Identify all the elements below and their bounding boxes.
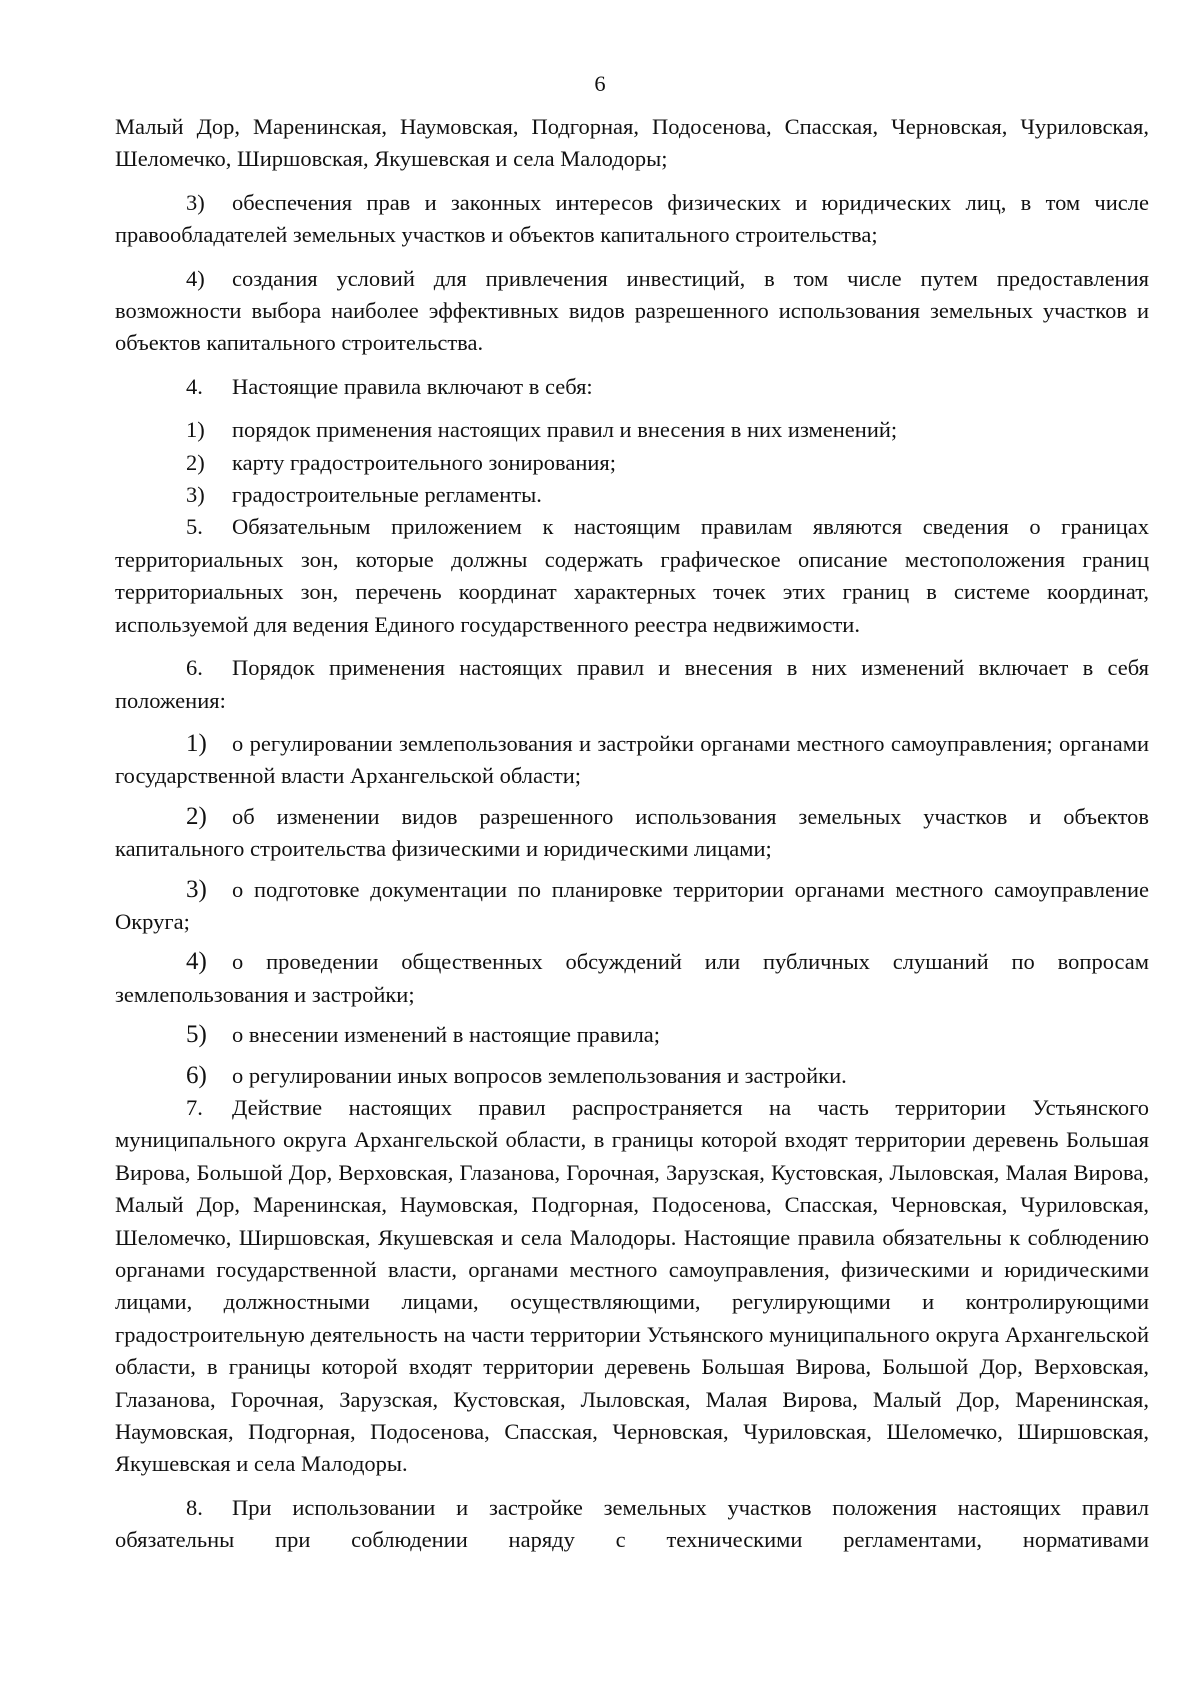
paragraph-section-8	[115, 1492, 1149, 1557]
paragraph-continuation: Малый Дор, Маренинская, Наумовская, Подгорная, Подосенова, Спасская, Черновская, Чуриловская, Шеломечко, Ширшовская, Якушевская и села Малодоры;	[115, 114, 1149, 172]
item-number: 2)	[186, 449, 205, 475]
item-number: 1)	[186, 417, 205, 443]
paragraph-position-5	[115, 1019, 1149, 1051]
item-number: 5.	[186, 514, 203, 540]
paragraph-text: обеспечения прав и законных интересов физических и юридических лиц, в том числе правообладателей земельных участков и объектов капитального строительства;	[115, 189, 1149, 248]
paragraph-position-4	[115, 946, 1149, 1011]
paragraph-section-7	[115, 1092, 1149, 1481]
paragraph-text: Обязательным приложением к настоящим правилам являются сведения о границах территориальных зон, которые должны содержать графическое описание местоположения границ территориальных зон, перечень координат характерных точек этих границ в системе координат, используемой для ведения Единого государственного реестра недвижимости.	[115, 514, 1149, 637]
paragraph-text: об изменении видов разрешенного использования земельных участков и объектов капитального строительства физическими и юридическими лицами;	[115, 803, 1149, 862]
paragraph-text: о подготовке документации по планировке территории органами местного самоуправление Округа;	[115, 876, 1149, 934]
document-body	[115, 111, 1149, 1557]
paragraph-list-item-2	[115, 447, 1149, 479]
item-number: 6.	[186, 655, 203, 681]
item-number: 8.	[186, 1494, 203, 1520]
paragraph-text: градостроительные регламенты.	[232, 482, 542, 508]
paragraph-section-4	[115, 371, 1149, 403]
item-number: 4.	[186, 373, 203, 399]
item-number: 3)	[186, 482, 205, 508]
paragraph-text: Настоящие правила включают в себя:	[232, 373, 593, 399]
paragraph-section-6	[115, 652, 1149, 717]
paragraph-text: порядок применения настоящих правил и внесения в них изменений;	[232, 417, 898, 443]
item-number: 1)	[186, 729, 207, 757]
paragraph-text: о регулировании иных вопросов землепользования и застройки.	[232, 1062, 847, 1088]
paragraph-text: карту градостроительного зонирования;	[232, 449, 617, 475]
item-number: 4)	[186, 265, 205, 291]
paragraph-position-6	[115, 1060, 1149, 1092]
paragraph-text: о внесении изменений в настоящие правила;	[232, 1022, 661, 1048]
paragraph-list-item-3	[115, 479, 1149, 511]
paragraph-position-1	[115, 728, 1149, 793]
item-number: 5)	[186, 1021, 207, 1049]
paragraph-text: При использовании и застройке земельных участков положения настоящих правил обязательны при соблюдении наряду с техническими регламентами, нормативами	[115, 1494, 1149, 1553]
paragraph-item-3	[115, 187, 1149, 252]
paragraph-text: о регулировании землепользования и застройки органами местного самоуправления; органами государственной власти Архангельской области;	[115, 730, 1149, 789]
paragraph-position-2	[115, 801, 1149, 866]
item-number: 6)	[186, 1061, 207, 1089]
paragraph-text: Порядок применения настоящих правил и внесения в них изменений включает в себя положения:	[115, 655, 1149, 713]
paragraph-section-5	[115, 511, 1149, 641]
item-number: 3)	[186, 875, 207, 903]
paragraph-item-4	[115, 263, 1149, 360]
paragraph-list-item-1	[115, 414, 1149, 446]
item-number: 2)	[186, 802, 207, 830]
page-number: 6	[594, 71, 606, 96]
item-number: 4)	[186, 948, 207, 976]
item-number: 3)	[186, 189, 205, 215]
paragraph-text: о проведении общественных обсуждений или публичных слушаний по вопросам землепользования и застройки;	[115, 949, 1149, 1007]
paragraph-position-3	[115, 874, 1149, 939]
paragraph-text: создания условий для привлечения инвестиций, в том числе путем предоставления возможности выбора наиболее эффективных видов разрешенного использования земельных участков и объектов капитального строительства.	[115, 265, 1149, 356]
item-number: 7.	[186, 1094, 203, 1120]
paragraph-text: Действие настоящих правил распространяется на часть территории Устьянского муниципального округа Архангельской области, в границы которой входят территории деревень Большая Вирова, Большой Дор, Верховская, Глазанова, Горочная, Зарузская, Кустовская, Лыловская, Малая Вирова, Малый Дор, Маренинская, Наумовская, Подгорная, Подосенова, Спасская, Черновская, Чуриловская, Шеломечко, Ширшовская, Якушевская и села Малодоры. Настоящие правила обязательны к соблюдению органами государственной власти, органами местного самоуправления, физическими и юридическими лицами, должностными лицами, осуществляющими, регулирующими и контролирующими градостроительную деятельность на части территории Устьянского муниципального округа Архангельской области, в границы которой входят территории деревень Большая Вирова, Большой Дор, Верховская, Глазанова, Горочная, Зарузская, Кустовская, Лыловская, Малая Вирова, Малый Дор, Маренинская, Наумовская, Подгорная, Подосенова, Спасская, Черновская, Чуриловская, Шеломечко, Ширшовская, Якушевская и села Малодоры.	[115, 1094, 1149, 1477]
